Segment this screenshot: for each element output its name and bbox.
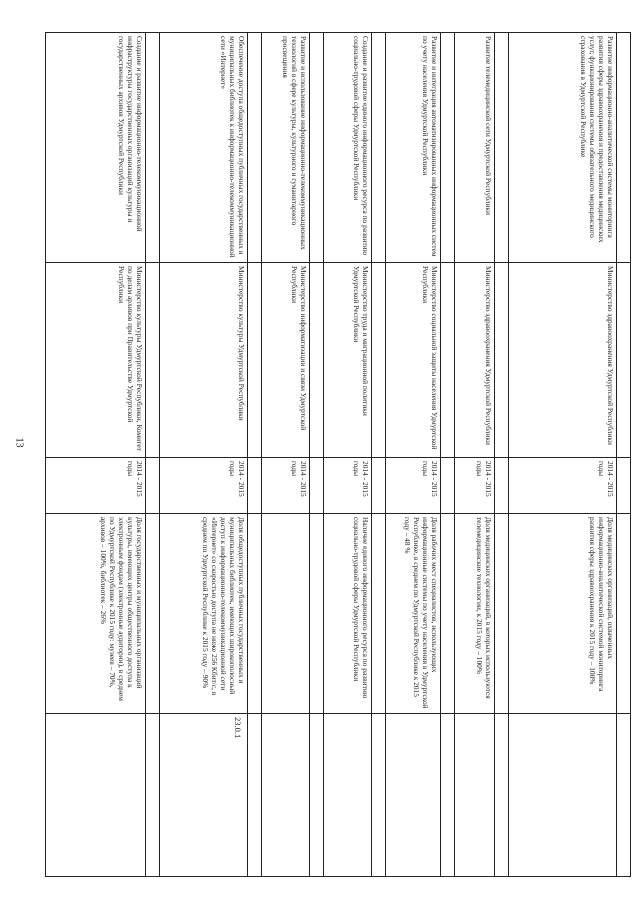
activity-cell (46, 33, 146, 263)
separator-row (441, 33, 455, 877)
executor-cell-text: Министерство культуры Удмуртской Республики (237, 266, 246, 421)
separator-cell (372, 263, 386, 458)
separator-cell (146, 714, 160, 877)
executor-cell-text: Министерство здравоохранения Удмуртской Республики (484, 266, 493, 445)
separator-cell (495, 33, 509, 263)
indicator-cell (160, 514, 248, 714)
period-cell-text: 2014 - 2015 годы (125, 461, 144, 497)
activity-cell-text: Создание и развитие информационно-телекоммуникационной инфраструктуры государственных организаций культуры и государственных архивов Удмуртской Республики (116, 36, 144, 232)
tag-cell (262, 714, 310, 877)
separator-cell (310, 33, 324, 263)
activity-cell (455, 33, 495, 263)
separator-cell (146, 458, 160, 514)
separator-cell (495, 714, 509, 877)
executor-cell (46, 263, 146, 458)
activity-cell-text: Обеспечение доступа общедоступных публичных государственных и муниципальных библиотек к информационно-телекоммуникационной сети «Интернет» (218, 36, 246, 258)
separator-cell (372, 514, 386, 714)
separator-cell (617, 33, 631, 263)
activity-cell-text: Развитие и использование информационно-телекоммуникационных технологий в сфере культуры, культурного и гуманитарного просвещения (280, 36, 308, 250)
tag-cell (455, 714, 495, 877)
separator-cell (372, 33, 386, 263)
program-table (45, 32, 631, 877)
activity-cell-text: Развитие информационно-аналитической системы мониторинга развития сферы здравоохранения и предоставления медицинских услуг, функционирования системы обязательного медицинского страхования в Удмуртской Республике (578, 36, 615, 243)
period-cell (386, 458, 441, 514)
separator-cell (310, 263, 324, 458)
activity-cell-text: Развитие и интеграция автоматизированных информационных систем по учету населения Удмуртской Республики (420, 36, 439, 257)
table-row (160, 33, 248, 877)
period-cell (509, 458, 617, 514)
table-row (386, 33, 441, 877)
executor-cell (262, 263, 310, 458)
activity-cell-text: Развитие телемедицинской сети Удмуртской Республики (484, 36, 493, 215)
separator-cell (617, 263, 631, 458)
executor-cell-text: Министерство культуры Удмуртской Республики, Комитет по делам архивов при Правительстве Удмуртской Республики (116, 266, 144, 451)
tag-cell (46, 714, 146, 877)
indicator-cell (324, 514, 372, 714)
table-row (455, 33, 495, 877)
tag-cell-text: 23.0.1 (233, 717, 243, 739)
separator-cell (617, 458, 631, 514)
separator-cell (495, 458, 509, 514)
indicator-cell (46, 514, 146, 714)
separator-cell (441, 458, 455, 514)
indicator-cell-text: Доля медицинских организаций, в которых используются телемедицинские технологии, к 2015 году – 100% (474, 517, 493, 699)
activity-cell (324, 33, 372, 263)
indicator-cell-text: Доля медицинских организаций, охваченных информационно-аналитической системой мониторинга развития сферы здравоохранения к 2015 году – 100% (587, 517, 615, 692)
separator-cell (146, 33, 160, 263)
executor-cell-text: Министерство труда и миграционной политики Удмуртской Республики (351, 266, 370, 416)
table-row (262, 33, 310, 877)
separator-cell (248, 714, 262, 877)
period-cell-text: 2014 - 2015 годы (420, 461, 439, 497)
period-cell (262, 458, 310, 514)
indicator-cell-text: Наличие единого информационного ресурса по развитию социально-трудовой сферы Удмуртской Республики (351, 517, 370, 699)
table-row (46, 33, 146, 877)
executor-cell (160, 263, 248, 458)
tag-cell (386, 714, 441, 877)
activity-cell (386, 33, 441, 263)
separator-cell (441, 263, 455, 458)
separator-cell (146, 514, 160, 714)
indicator-cell-text: Доля общедоступных публичных государственных и муниципальных библиотек, имеющих широкополосный доступ к информационно-телекоммуникационной сети «Интернет» со скоростью доступа не ниже 256 Кбит/с, в среднем по Удмуртской Республике к 2015 году – 90% (200, 517, 246, 696)
separator-cell (617, 714, 631, 877)
indicator-cell (262, 514, 310, 714)
separator-row (372, 33, 386, 877)
separator-cell (372, 714, 386, 877)
tag-cell (160, 714, 248, 877)
table-row (324, 33, 372, 877)
executor-cell-text: Министерство информатизации и связи Удмуртской Республики (289, 266, 308, 431)
separator-cell (248, 33, 262, 263)
table-row (509, 33, 617, 877)
indicator-cell (455, 514, 495, 714)
separator-cell (248, 263, 262, 458)
separator-cell (310, 514, 324, 714)
period-cell-text: 2014 - 2015 годы (227, 461, 246, 497)
separator-row (248, 33, 262, 877)
period-cell-text: 2014 - 2015 годы (289, 461, 308, 497)
separator-cell (146, 263, 160, 458)
tag-cell (324, 714, 372, 877)
page-number: 13 (13, 437, 25, 448)
separator-cell (310, 714, 324, 877)
executor-cell-text: Министерство социальной защиты населения Удмуртской Республики (420, 266, 439, 450)
period-cell (324, 458, 372, 514)
separator-cell (372, 458, 386, 514)
separator-cell (441, 33, 455, 263)
indicator-cell-text: Доля рабочих мест специалистов, использующих информационные системы по учету населения в Удмуртской Республике, в среднем по Удмуртской Республике к 2015 году – 48 % (402, 517, 439, 709)
period-cell-text: 2014 - 2015 годы (351, 461, 370, 497)
separator-cell (310, 458, 324, 514)
executor-cell (455, 263, 495, 458)
separator-cell (617, 514, 631, 714)
indicator-cell (386, 514, 441, 714)
separator-cell (495, 263, 509, 458)
separator-row (146, 33, 160, 877)
activity-cell-text: Создание и развитие единого информационного ресурса по развитию социально-трудовой сферы Удмуртской Республики (351, 36, 370, 256)
separator-cell (495, 514, 509, 714)
indicator-cell-text: Доля государственных и муниципальных организаций культуры, имеющих центры общественного доступа к электронным фондам (электронные аудитории), в среднем по Удмуртской Республике к 2015 году: музеев – 70%, архивов – 100%, библиотек – 26% (98, 517, 144, 701)
activity-cell (509, 33, 617, 263)
activity-cell (160, 33, 248, 263)
period-cell (160, 458, 248, 514)
period-cell (46, 458, 146, 514)
indicator-cell (509, 514, 617, 714)
separator-cell (248, 514, 262, 714)
separator-row (617, 33, 631, 877)
separator-row (310, 33, 324, 877)
separator-cell (248, 458, 262, 514)
separator-cell (441, 714, 455, 877)
separator-cell (441, 514, 455, 714)
activity-cell (262, 33, 310, 263)
executor-cell (324, 263, 372, 458)
executor-cell (509, 263, 617, 458)
executor-cell (386, 263, 441, 458)
period-cell (455, 458, 495, 514)
period-cell-text: 2014 - 2015 годы (596, 461, 615, 497)
executor-cell-text: Министерство здравоохранения Удмуртской Республики (606, 266, 615, 445)
separator-row (495, 33, 509, 877)
period-cell-text: 2014 - 2015 годы (474, 461, 493, 497)
tag-cell (509, 714, 617, 877)
